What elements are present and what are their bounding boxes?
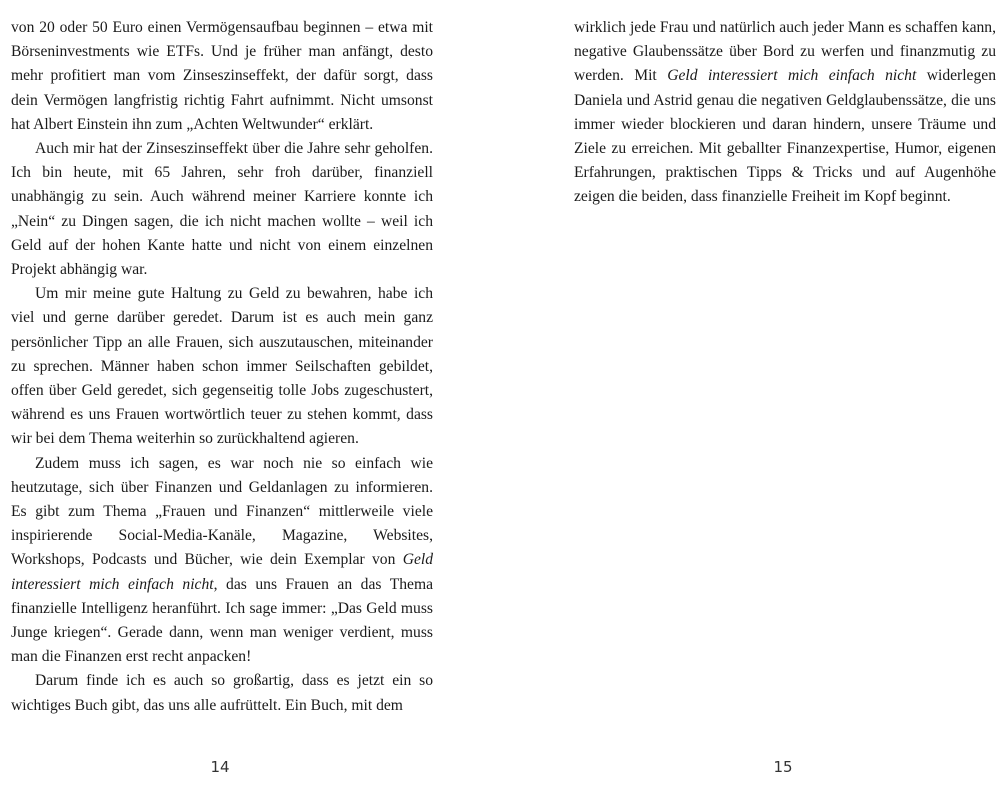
paragraph: Um mir meine gute Haltung zu Geld zu bewahren, habe ich viel und gerne darüber geredet. Darum ist es auch mein ganz persönlicher Tipp an alle Frauen, sich auszutauschen, miteinander zu sprechen. Männer haben schon immer Seilschaften gebildet, offen über Geld geredet, sich gegenseitig tolle Jobs zugeschustert, während es uns Frauen wortwörtlich teuer zu stehen kommt, dass wir bei dem Thema weiterhin so zurückhaltend agieren.	[11, 285, 433, 448]
book-title: Geld interessiert mich einfach nicht	[11, 551, 433, 593]
right-page-text	[574, 16, 996, 210]
right-page	[500, 0, 1000, 800]
page-number: 14	[210, 758, 230, 776]
paragraph: Auch mir hat der Zinseszinseffekt über die Jahre sehr geholfen. Ich bin heute, mit 65 Jahren, sehr froh darüber, finanziell unabhängig zu sein. Auch während meiner Karriere konnte ich „Nein“ zu Dingen sagen, die ich nicht machen wollte – weil ich Geld auf der hohen Kante hatte und nicht von einem einzelnen Projekt abhängig war.	[11, 140, 433, 279]
left-page-text	[11, 16, 433, 718]
paragraph: von 20 oder 50 Euro einen Vermögensaufbau beginnen – etwa mit Börseninvestments wie ETFs. Und je früher man anfängt, desto mehr profitiert man vom Zinseszinseffekt, der dafür sorgt, dass dein Vermögen langfristig richtig Fahrt aufnimmt. Nicht umsonst hat Albert Einstein ihn zum „Achten Weltwunder“ erklärt.	[11, 19, 433, 133]
book-title: Geld interessiert mich einfach nicht	[667, 67, 917, 85]
paragraph: Zudem muss ich sagen, es war noch nie so einfach wie heutzutage, sich über Finanzen und Geldanlagen zu informieren. Es gibt zum Thema „Frauen und Finanzen“ mittlerweile viele inspirierende Social-Media-Kanäle, Magazine, Websites, Workshops, Podcasts und Bücher, wie dein Exemplar von Geld interessiert mich einfach nicht, das uns Frauen an das Thema finanzielle Intelligenz heranführt. Ich sage immer: „Das Geld muss Junge kriegen“. Gerade dann, wenn man weniger verdient, muss man die Finanzen erst recht anpacken!	[11, 454, 433, 666]
paragraph: Darum finde ich es auch so großartig, dass es jetzt ein so wichtiges Buch gibt, das uns alle aufrüttelt. Ein Buch, mit dem	[11, 672, 433, 714]
paragraph: wirklich jede Frau und natürlich auch jeder Mann es schaffen kann, negative Glaubenssätze über Bord zu werfen und finanzmutig zu werden. Mit Geld interessiert mich einfach nicht widerlegen Daniela und Astrid genau die negativen Geldglaubenssätze, die uns immer wieder blockieren und daran hindern, unsere Träume und Ziele zu erreichen. Mit geballter Finanzexpertise, Humor, eigenen Erfahrungen, praktischen Tipps & Tricks und auf Augenhöhe zeigen die beiden, dass finanzielle Freiheit im Kopf beginnt.	[574, 19, 996, 206]
page-number: 15	[773, 758, 793, 776]
